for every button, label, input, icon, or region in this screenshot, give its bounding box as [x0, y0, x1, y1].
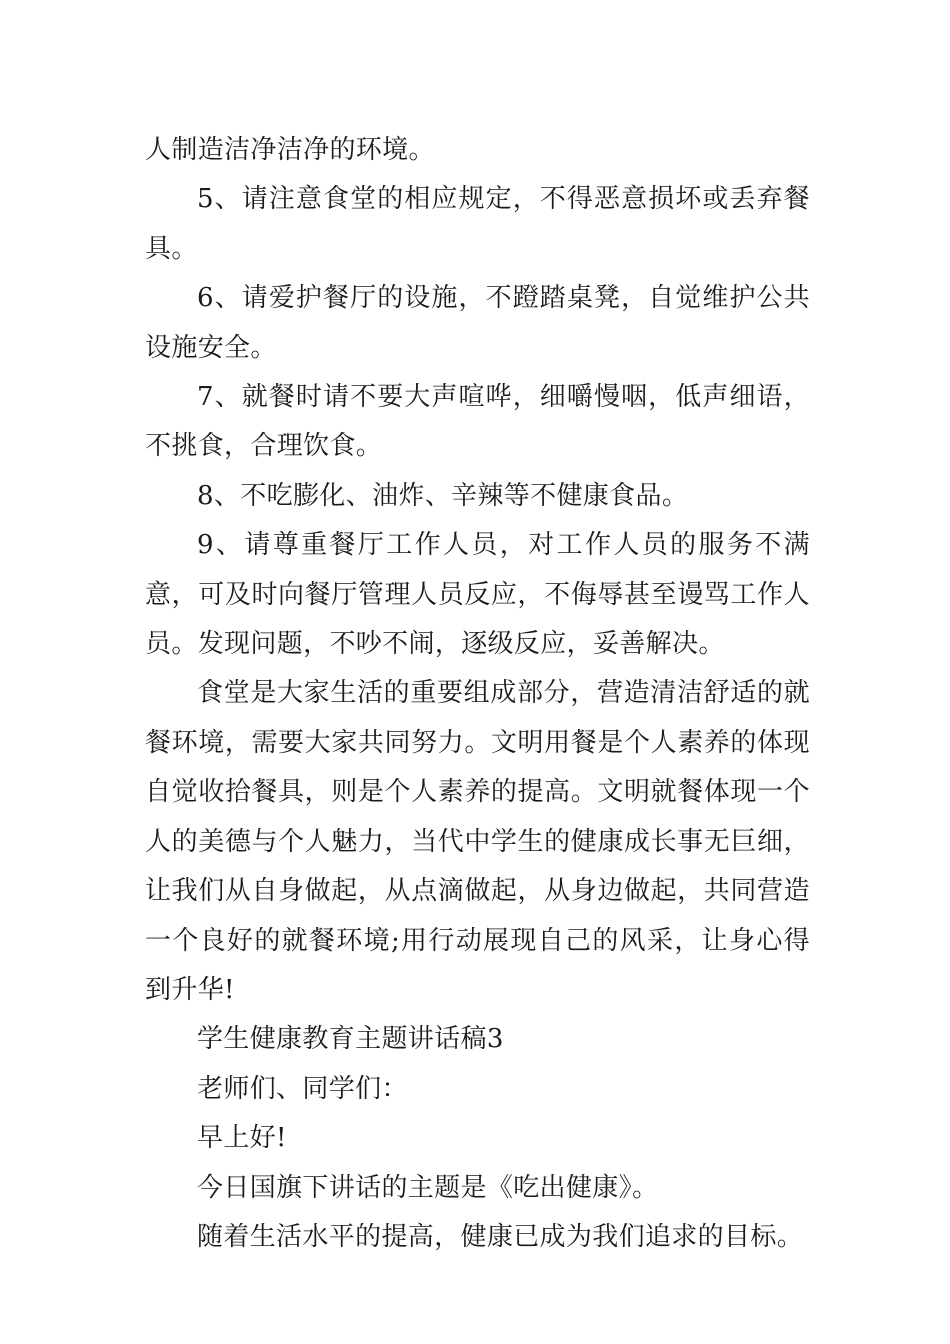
paragraph-rule-8: 8、不吃膨化、油炸、辛辣等不健康食品。: [197, 480, 689, 511]
paragraph-rule-7: 7、就餐时请不要大声喧哗，细嚼慢咽，低声细语，不挑食，合理饮食。: [145, 382, 810, 462]
paragraph-topic: 今日国旗下讲话的主题是《吃出健康》。: [197, 1172, 659, 1203]
paragraph-conclusion: 食堂是大家生活的重要组成部分，营造清洁舒适的就餐环境，需要大家共同努力。文明用餐是个人素养的体现自觉收拾餐具，则是个人素养的提高。文明就餐体现一个人的美德与个人魅力，当代中学生的健康成长事无巨细，让我们从自身做起，从点滴做起，从身边做起，共同营造一个良好的就餐环境;用行动展现自己的风采，让身心得到升华!: [145, 678, 810, 1005]
section-title: 学生健康教育主题讲话稿3: [197, 1024, 504, 1055]
document-body: [145, 126, 810, 1262]
paragraph-rule-9: 9、请尊重餐厅工作人员，对工作人员的服务不满意，可及时向餐厅管理人员反应，不侮辱甚至谩骂工作人员。发现问题，不吵不闹，逐级反应，妥善解决。: [145, 530, 810, 660]
paragraph-rule-6: 6、请爱护餐厅的设施，不蹬踏桌凳，自觉维护公共设施安全。: [145, 283, 810, 363]
paragraph-intro: 随着生活水平的提高，健康已成为我们追求的目标。: [197, 1221, 804, 1252]
paragraph-greeting: 早上好!: [197, 1123, 287, 1154]
paragraph-continuation: 人制造洁净洁净的环境。: [145, 135, 435, 165]
paragraph-rule-5: 5、请注意食堂的相应规定，不得恶意损坏或丢弃餐具。: [145, 184, 810, 264]
paragraph-salutation: 老师们、同学们：: [197, 1073, 408, 1104]
